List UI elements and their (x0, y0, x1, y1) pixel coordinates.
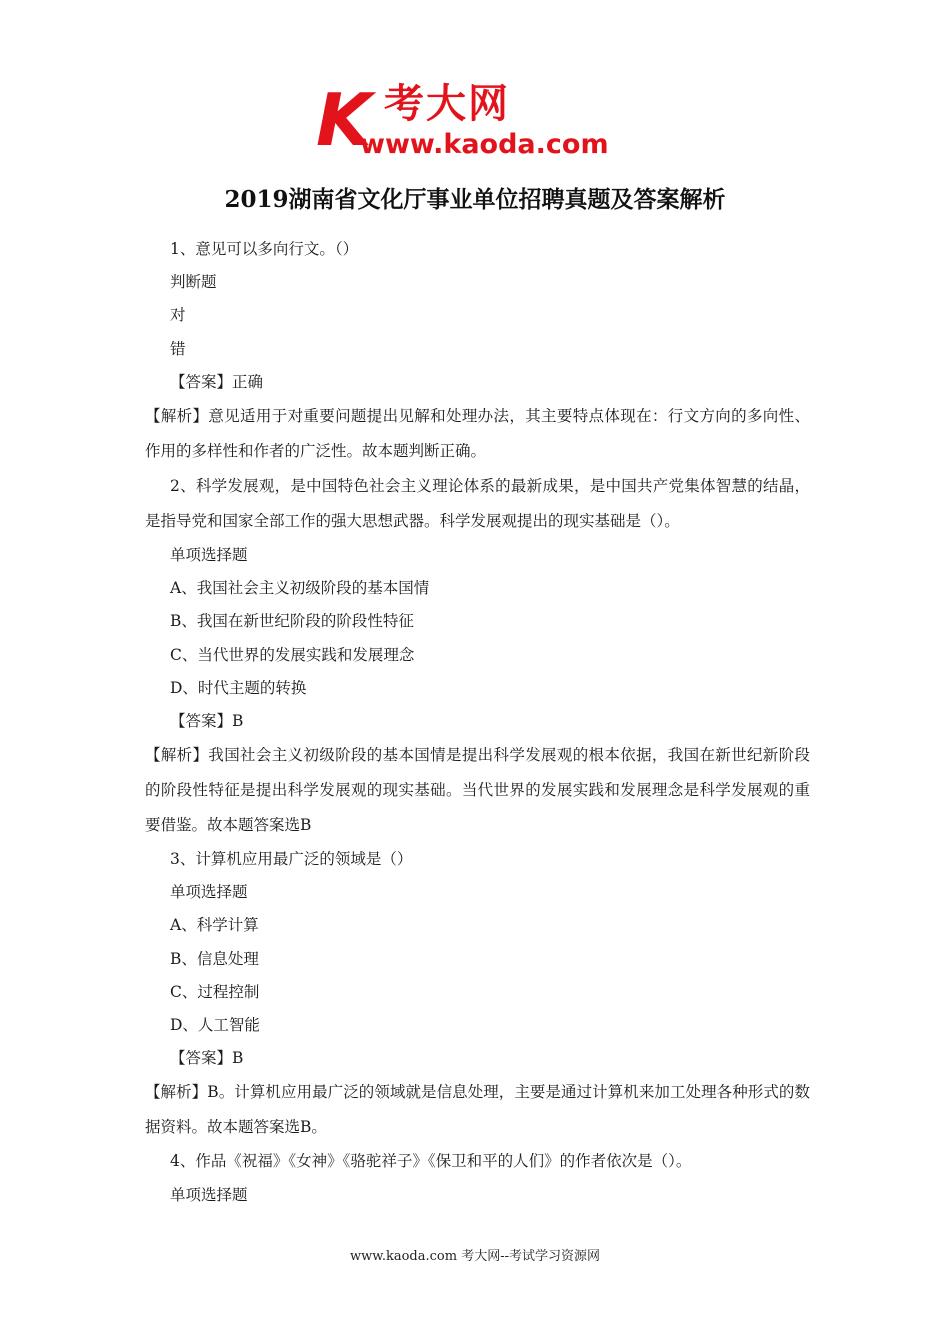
question-2-option-b: B、我国在新世纪阶段的阶段性特征 (170, 612, 414, 631)
question-3: 3、计算机应用最广泛的领域是（） (170, 850, 413, 869)
logo-name: 考大网 (384, 81, 510, 127)
question-2-option-c: C、当代世界的发展实践和发展理念 (170, 645, 415, 664)
question-1: 1、意见可以多向行文。（） (170, 240, 359, 258)
document-body (145, 233, 810, 1212)
question-3-analysis: 【解析】B。计算机应用最广泛的领域就是信息处理，主要是通过计算机来加工处理各种形式的数据资料。故本题答案选B。 (145, 1083, 810, 1137)
question-2: 2、科学发展观，是中国特色社会主义理论体系的最新成果，是中国共产党集体智慧的结晶，是指导党和国家全部工作的强大思想武器。科学发展观提出的现实基础是（）。 (145, 476, 810, 530)
question-1-analysis: 【解析】意见适用于对重要问题提出见解和处理办法，其主要特点体现在：行文方向的多向性、作用的多样性和作者的广泛性。故本题判断正确。 (145, 406, 810, 460)
question-2-answer: 【答案】B (170, 711, 244, 730)
document-title: 2019湖南省文化厅事业单位招聘真题及答案解析 (224, 186, 726, 213)
logo-url: www.kaoda.com (360, 129, 609, 160)
question-3-option-c: C、过程控制 (170, 982, 260, 1001)
question-2-analysis: 【解析】我国社会主义初级阶段的基本国情是提出科学发展观的根本依据，我国在新世纪新阶段的阶段性特征是提出科学发展观的现实基础。当代世界的发展实践和发展理念是科学发展观的重要借鉴。故本题答案选B (145, 746, 810, 835)
kaoda-logo (316, 80, 636, 164)
question-3-option-b: B、信息处理 (170, 949, 259, 968)
question-3-answer: 【答案】B (170, 1049, 244, 1068)
question-3-option-d: D、人工智能 (170, 1016, 260, 1034)
question-2-type: 单项选择题 (170, 545, 248, 564)
question-1-answer: 【答案】正确 (170, 372, 264, 391)
question-3-option-a: A、科学计算 (170, 916, 259, 935)
page-footer: www.kaoda.com 考大网--考试学习资源网 (350, 1249, 600, 1264)
question-1-type: 判断题 (170, 273, 217, 292)
question-4-type: 单项选择题 (170, 1185, 248, 1204)
question-2-option-d: D、时代主题的转换 (170, 678, 307, 697)
question-1-option-a: 对 (170, 306, 186, 325)
question-2-option-a: A、我国社会主义初级阶段的基本国情 (170, 579, 430, 598)
question-3-type: 单项选择题 (170, 883, 248, 902)
question-4: 4、作品《祝福》《女神》《骆驼祥子》《保卫和平的人们》的作者依次是（）。 (170, 1152, 692, 1171)
question-1-option-b: 错 (170, 339, 186, 358)
logo-k-mark: K (316, 78, 370, 162)
